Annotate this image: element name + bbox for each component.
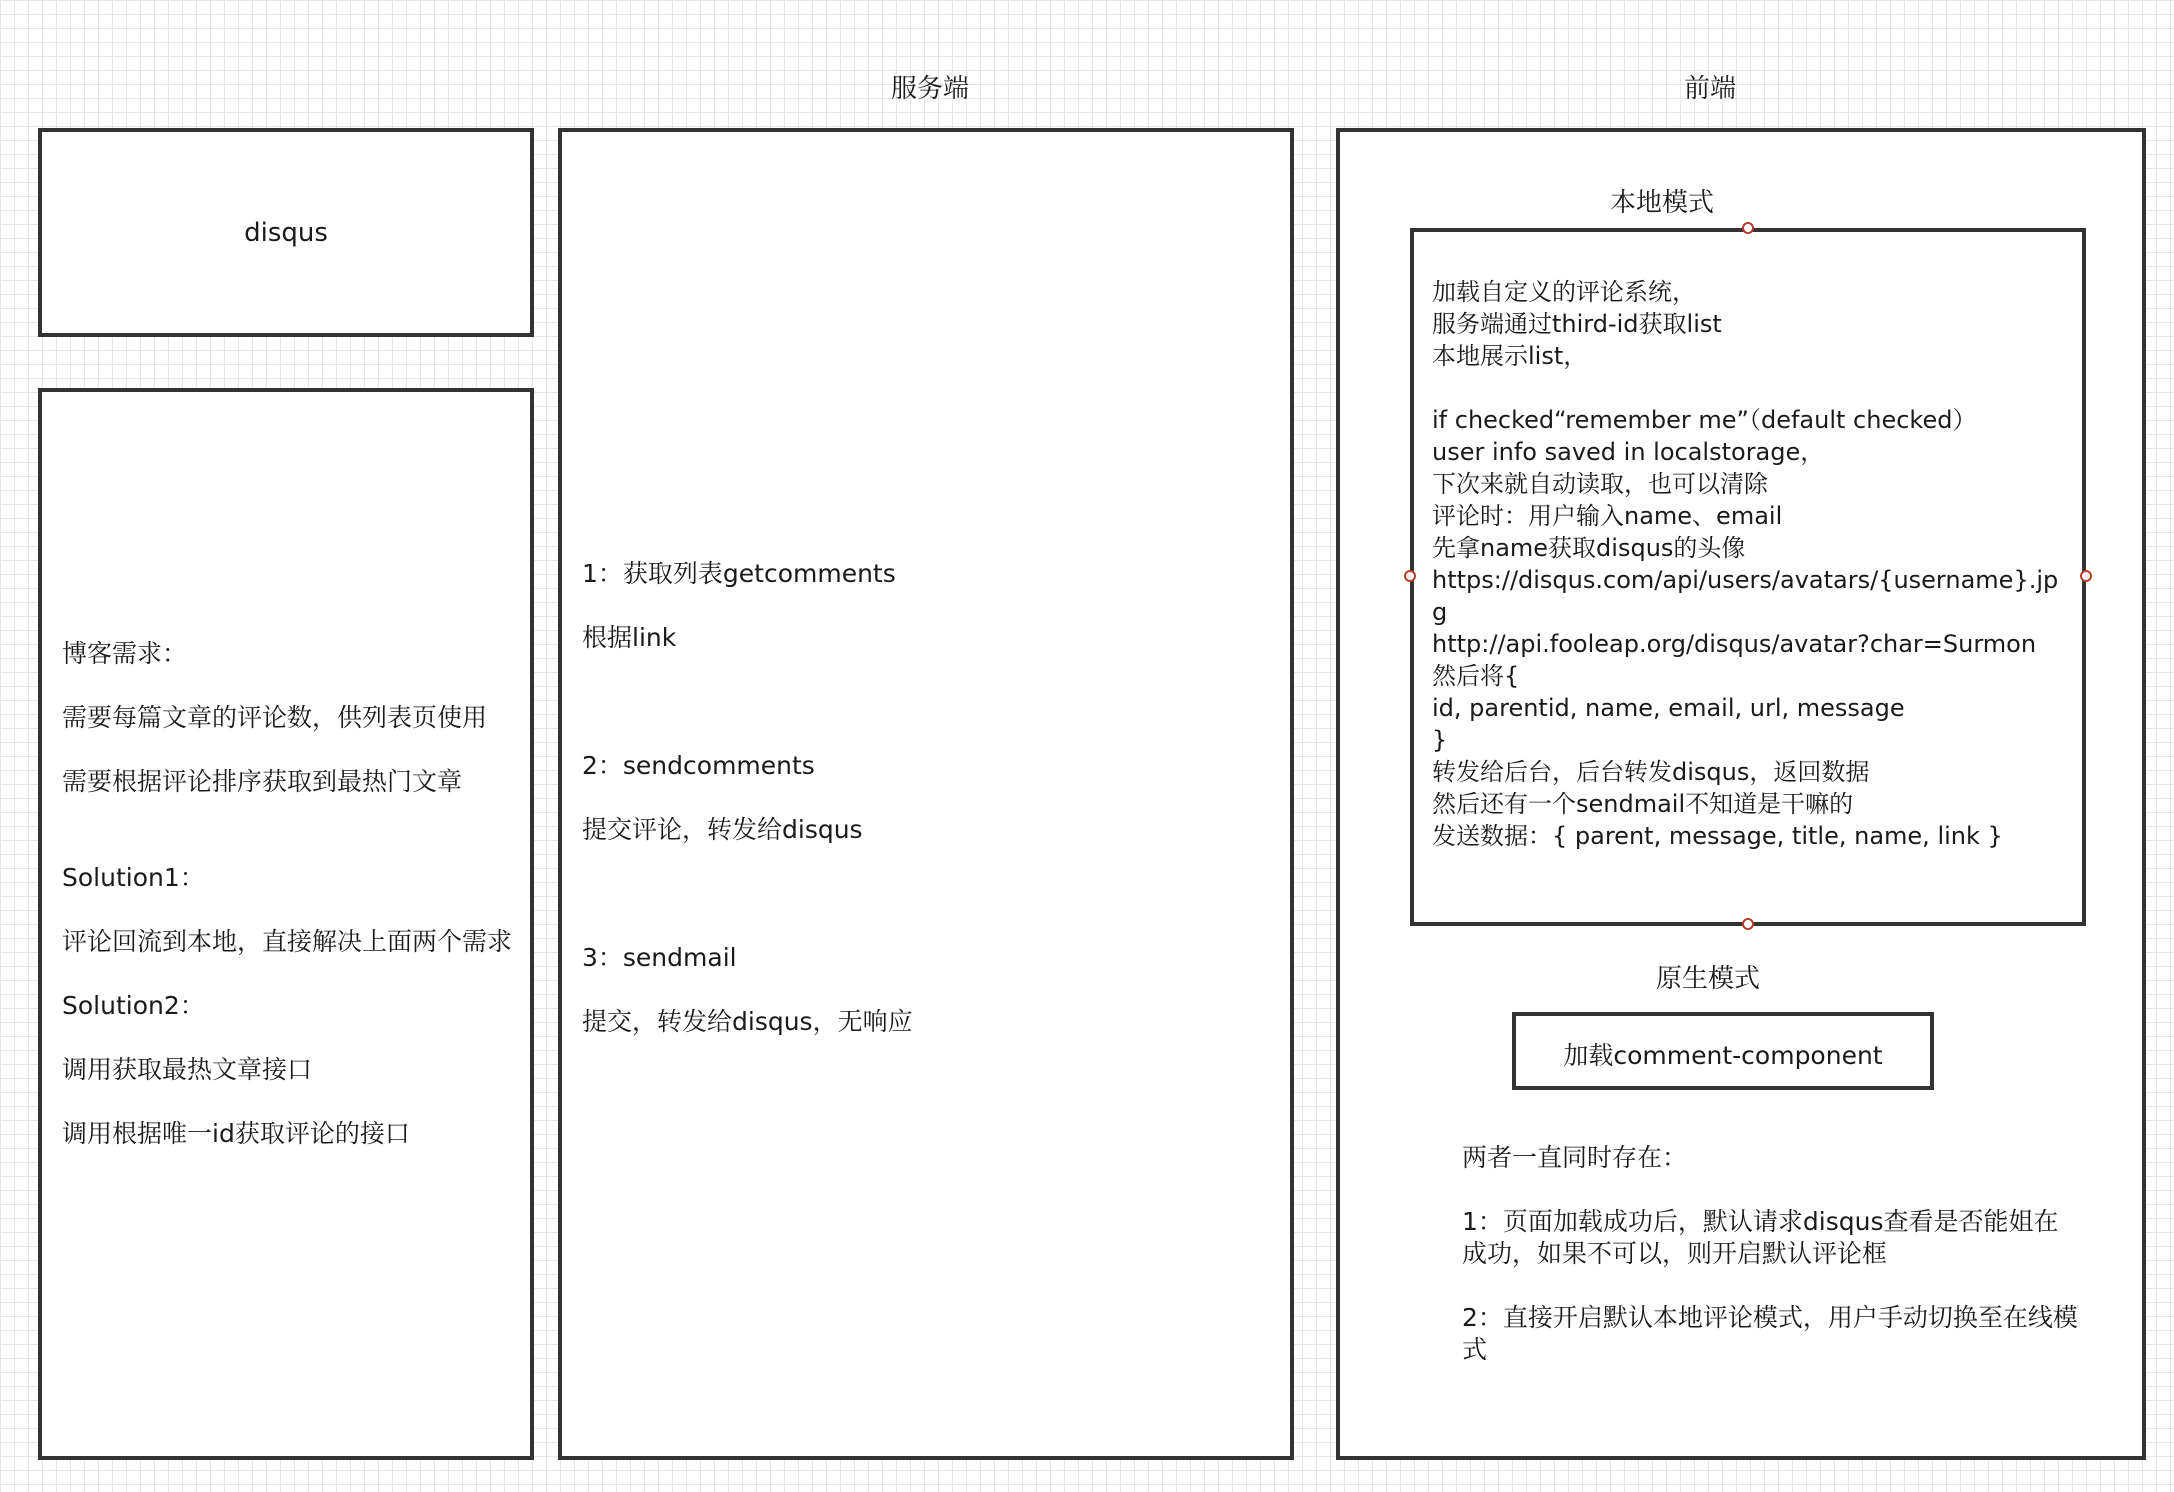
resize-handle-left[interactable] bbox=[1404, 570, 1416, 582]
local-mode-line: 下次来就自动读取，也可以清除 bbox=[1432, 470, 1768, 498]
resize-handle-bottom[interactable] bbox=[1742, 918, 1754, 930]
local-mode-line: user info saved in localstorage， bbox=[1432, 438, 1825, 466]
frontend-column-title: 前端 bbox=[1683, 74, 1736, 104]
local-mode-line: https://disqus.com/api/users/avatars/{username}.jpg bbox=[1432, 566, 2059, 626]
blog-requirements-box[interactable] bbox=[38, 388, 534, 1460]
local-mode-line: 加载自定义的评论系统， bbox=[1432, 278, 1696, 306]
native-mode-label: 原生模式 bbox=[1655, 964, 1760, 994]
requirements-title: 博客需求： bbox=[62, 639, 188, 668]
coexist-text bbox=[1462, 1142, 2082, 1366]
local-mode-line: 服务端通过third-id获取list bbox=[1432, 310, 1722, 338]
comment-component-label: 加载comment-component bbox=[1563, 1041, 1883, 1070]
local-mode-line: } bbox=[1432, 726, 1448, 754]
local-mode-line: if checked“remember me”（default checked） bbox=[1432, 406, 1977, 434]
local-mode-line: 转发给后台，后台转发disqus，返回数据 bbox=[1432, 758, 1870, 786]
requirement-item: 需要每篇文章的评论数，供列表页使用 bbox=[62, 703, 488, 732]
local-mode-line bbox=[1432, 372, 2068, 404]
server-column-title: 服务端 bbox=[890, 74, 969, 104]
step2-title: 2：sendcomments bbox=[582, 751, 815, 780]
local-mode-line: id, parentid, name, email, url, message bbox=[1432, 694, 1905, 722]
coexist-title: 两者一直同时存在： bbox=[1462, 1143, 1688, 1172]
step1-title: 1：获取列表getcomments bbox=[582, 559, 896, 588]
blog-requirements-text bbox=[62, 638, 514, 1150]
local-mode-line: 发送数据：{ parent, message, title, name, link } bbox=[1432, 822, 2003, 850]
solution1-title: Solution1： bbox=[62, 863, 205, 892]
step3-title: 3：sendmail bbox=[582, 943, 737, 972]
solution2-item: 调用根据唯一id获取评论的接口 bbox=[62, 1119, 410, 1148]
server-box[interactable] bbox=[558, 128, 1294, 1460]
coexist-item: 1：页面加载成功后，默认请求disqus查看是否能姐在成功，如果不可以，则开启默认评论框 bbox=[1462, 1207, 2059, 1268]
solution2-item: 调用获取最热文章接口 bbox=[62, 1055, 313, 1084]
coexist-item: 2：直接开启默认本地评论模式，用户手动切换至在线模式 bbox=[1462, 1303, 2078, 1364]
solution1-text: 评论回流到本地，直接解决上面两个需求 bbox=[62, 927, 513, 956]
local-mode-line: http://api.fooleap.org/disqus/avatar?char=Surmon bbox=[1432, 630, 2037, 658]
resize-handle-right[interactable] bbox=[2080, 570, 2092, 582]
local-mode-line: 然后还有一个sendmail不知道是干嘛的 bbox=[1432, 790, 1854, 818]
step3-desc: 提交，转发给disqus，无响应 bbox=[582, 1007, 913, 1036]
local-mode-line: 本地展示list， bbox=[1432, 342, 1588, 370]
disqus-label: disqus bbox=[244, 218, 328, 248]
requirement-item: 需要根据评论排序获取到最热门文章 bbox=[62, 767, 463, 796]
comment-component-box[interactable] bbox=[1512, 1012, 1934, 1090]
resize-handle-top[interactable] bbox=[1742, 222, 1754, 234]
local-mode-text bbox=[1432, 276, 2068, 852]
step1-desc: 根据link bbox=[582, 623, 677, 652]
local-mode-line: 然后将{ bbox=[1432, 662, 1520, 690]
local-mode-label: 本地模式 bbox=[1609, 188, 1714, 218]
local-mode-line: 评论时：用户输入name、email bbox=[1432, 502, 1783, 530]
local-mode-box[interactable] bbox=[1410, 228, 2086, 926]
step2-desc: 提交评论，转发给disqus bbox=[582, 815, 863, 844]
local-mode-line: 先拿name获取disqus的头像 bbox=[1432, 534, 1746, 562]
disqus-box[interactable] bbox=[38, 128, 534, 337]
server-steps-text bbox=[582, 558, 1272, 1038]
solution2-title: Solution2： bbox=[62, 991, 205, 1020]
